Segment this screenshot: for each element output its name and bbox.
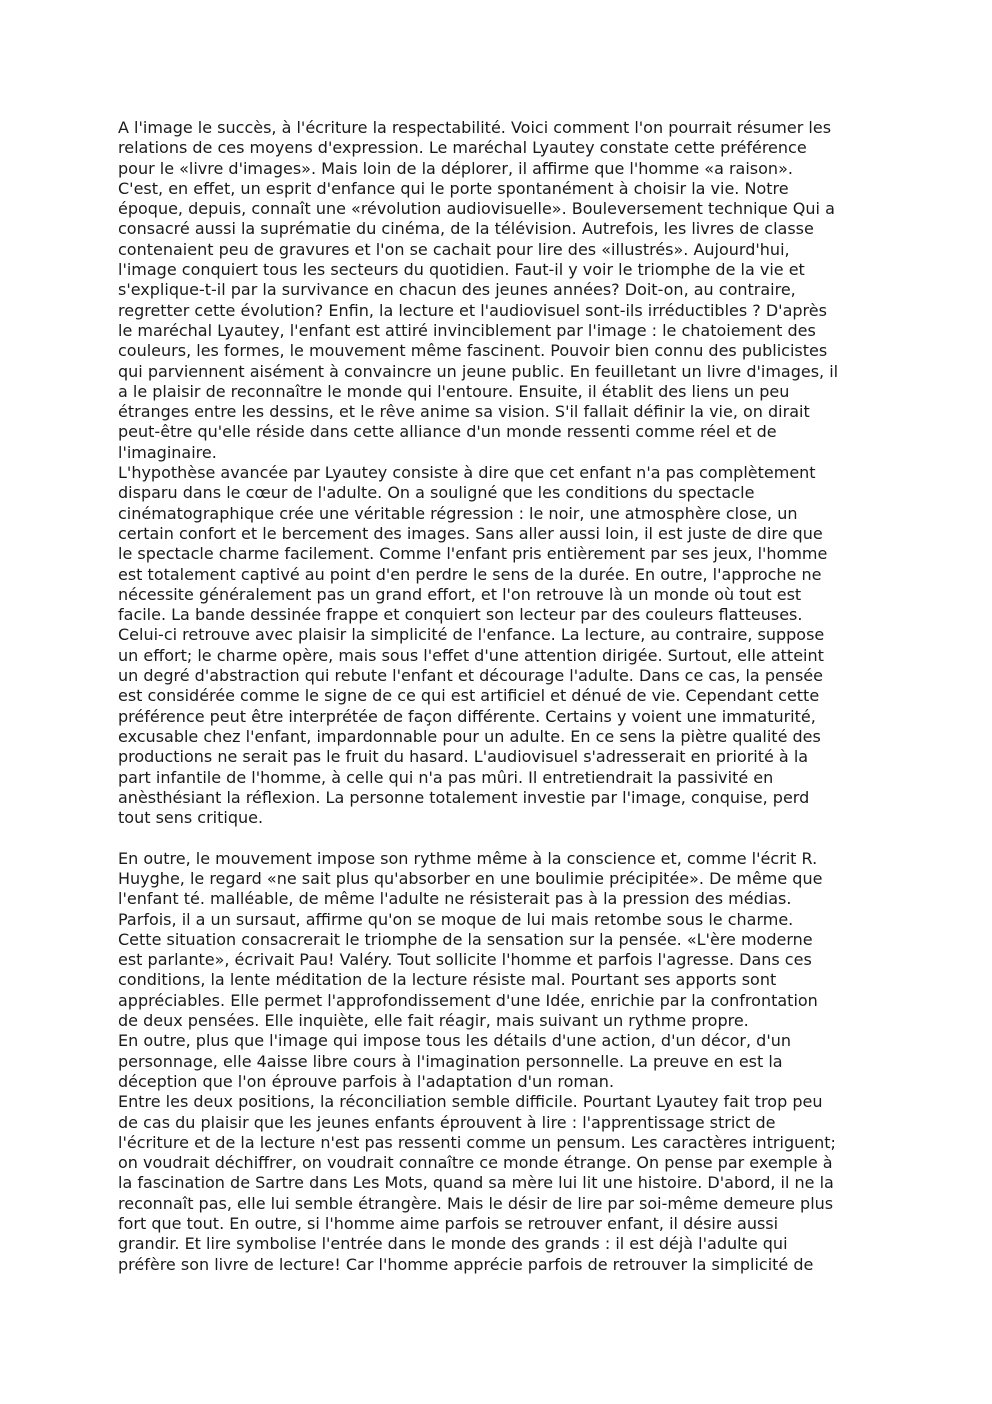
text-line: un degré d'abstraction qui rebute l'enfant et décourage l'adulte. Dans ce cas, la pensée [118,666,823,686]
text-line: anèsthésiant la réflexion. La personne totalement investie par l'image, conquise, perd [118,787,810,807]
text-line: l'imaginaire. [118,442,217,462]
text-line: la fascination de Sartre dans Les Mots, quand sa mère lui lit une histoire. D'abord, il ne la [118,1173,834,1193]
text-line: s'explique-t-il par la survivance en chacun des jeunes années? Doit-on, au contraire, [118,280,796,300]
text-line: préfère son livre de lecture! Car l'homme apprécie parfois de retrouver la simplicité de [118,1254,814,1274]
text-line: regretter cette évolution? Enfin, la lecture et l'audiovisuel sont-ils irréductibles ? D'après [118,300,827,320]
text-line: est parlante», écrivait Pau! Valéry. Tout sollicite l'homme et parfois l'agresse. Dans ces [118,950,812,970]
text-line: époque, depuis, connaît une «révolution audiovisuelle». Bouleversement technique Qui a [118,199,835,219]
text-line: l'enfant té. malléable, de même l'adulte ne résisterait pas à la pression des médias. [118,889,792,909]
text-line: relations de ces moyens d'expression. Le maréchal Lyautey constate cette préférence [118,138,807,158]
text-line: un effort; le charme opère, mais sous l'effet d'une attention dirigée. Surtout, elle atteint [118,645,824,665]
text-line: nécessite généralement pas un grand effort, et l'on retrouve là un monde où tout est [118,584,802,604]
text-line: Celui-ci retrouve avec plaisir la simplicité de l'enfance. La lecture, au contraire, suppose [118,625,825,645]
text-line: couleurs, les formes, le mouvement même fascinent. Pouvoir bien connu des publicistes [118,341,828,361]
text-line: l'écriture et de la lecture n'est pas ressenti comme un pensum. Les caractères intriguent; [118,1132,836,1152]
text-line: excusable chez l'enfant, impardonnable pour un adulte. En ce sens la piètre qualité des [118,726,821,746]
text-line: consacré aussi la suprématie du cinéma, de la télévision. Autrefois, les livres de classe [118,219,814,239]
text-line: personnage, elle 4aisse libre cours à l'imagination personnelle. La preuve en est la [118,1051,783,1071]
text-line: appréciables. Elle permet l'approfondissement d'une Idée, enrichie par la confrontation [118,990,818,1010]
text-line: déception que l'on éprouve parfois à l'adaptation d'un roman. [118,1071,615,1091]
text-line: le maréchal Lyautey, l'enfant est attiré invinciblement par l'image : le chatoiement des [118,320,816,340]
paragraph-spacer [118,828,878,848]
text-line: part infantile de l'homme, à celle qui n'a pas mûri. Il entretiendrait la passivité en [118,767,774,787]
text-line: productions ne serait pas le fruit du hasard. L'audiovisuel s'adresserait en priorité à la [118,747,809,767]
text-line: En outre, plus que l'image qui impose tous les détails d'une action, d'un décor, d'un [118,1031,792,1051]
text-line: l'image conquiert tous les secteurs du quotidien. Faut-il y voir le triomphe de la vie et [118,260,805,280]
text-line: qui parviennent aisément à convaincre un jeune public. En feuilletant un livre d'images, il [118,361,839,381]
text-line: En outre, le mouvement impose son rythme même à la conscience et, comme l'écrit R. [118,848,818,868]
text-line: C'est, en effet, un esprit d'enfance qui le porte spontanément à choisir la vie. Notre [118,178,789,198]
text-line: tout sens critique. [118,808,264,828]
text-line: on voudrait déchiffrer, on voudrait connaître ce monde étrange. On pense par exemple à [118,1153,833,1173]
text-line: a le plaisir de reconnaître le monde qui l'entoure. Ensuite, il établit des liens un peu [118,381,790,401]
text-line: Huyghe, le regard «ne sait plus qu'absorber en une boulimie précipitée». De même que [118,868,823,888]
text-line: contenaient peu de gravures et l'on se cachait pour lire des «illustrés». Aujourd'hui, [118,239,790,259]
text-line: Cette situation consacrerait le triomphe de la sensation sur la pensée. «L'ère moderne [118,929,813,949]
text-line: est totalement captivé au point d'en perdre le sens de la durée. En outre, l'approche ne [118,564,822,584]
text-line: pour le «livre d'images». Mais loin de la déplorer, il affirme que l'homme «a raison». [118,158,793,178]
document-page [118,118,878,1275]
text-line: facile. La bande dessinée frappe et conquiert son lecteur par des couleurs flatteuses. [118,605,803,625]
text-line: cinématographique crée une véritable régression : le noir, une atmosphère close, un [118,503,798,523]
text-line: est considérée comme le signe de ce qui est artificiel et dénué de vie. Cependant cette [118,686,820,706]
text-line: grandir. Et lire symbolise l'entrée dans le monde des grands : il est déjà l'adulte qui [118,1234,788,1254]
text-line: étranges entre les dessins, et le rêve anime sa vision. S'il fallait définir la vie, on dirait [118,402,810,422]
text-line: de deux pensées. Elle inquiète, elle fait réagir, mais suivant un rythme propre. [118,1011,749,1031]
text-line: reconnaît pas, elle lui semble étrangère. Mais le désir de lire par soi-même demeure plus [118,1193,834,1213]
text-line: certain confort et le bercement des images. Sans aller aussi loin, il est juste de dire que [118,523,823,543]
text-line: fort que tout. En outre, si l'homme aime parfois se retrouver enfant, il désire aussi [118,1214,779,1234]
text-line: Parfois, il a un sursaut, affirme qu'on se moque de lui mais retombe sous le charme. [118,909,794,929]
text-line: conditions, la lente méditation de la lecture résiste mal. Pourtant ses apports sont [118,970,777,990]
text-line: de cas du plaisir que les jeunes enfants éprouvent à lire : l'apprentissage strict de [118,1112,776,1132]
text-line: disparu dans le cœur de l'adulte. On a souligné que les conditions du spectacle [118,483,755,503]
text-line: A l'image le succès, à l'écriture la respectabilité. Voici comment l'on pourrait résumer les [118,118,832,137]
text-line: le spectacle charme facilement. Comme l'enfant pris entièrement par ses jeux, l'homme [118,544,828,564]
text-line: L'hypothèse avancée par Lyautey consiste à dire que cet enfant n'a pas complètement [118,463,816,483]
text-line: peut-être qu'elle réside dans cette alliance d'un monde ressenti comme réel et de [118,422,777,442]
text-line: Entre les deux positions, la réconciliation semble difficile. Pourtant Lyautey fait trop peu [118,1092,823,1112]
text-line: préférence peut être interprétée de façon différente. Certains y voient une immaturité, [118,706,816,726]
